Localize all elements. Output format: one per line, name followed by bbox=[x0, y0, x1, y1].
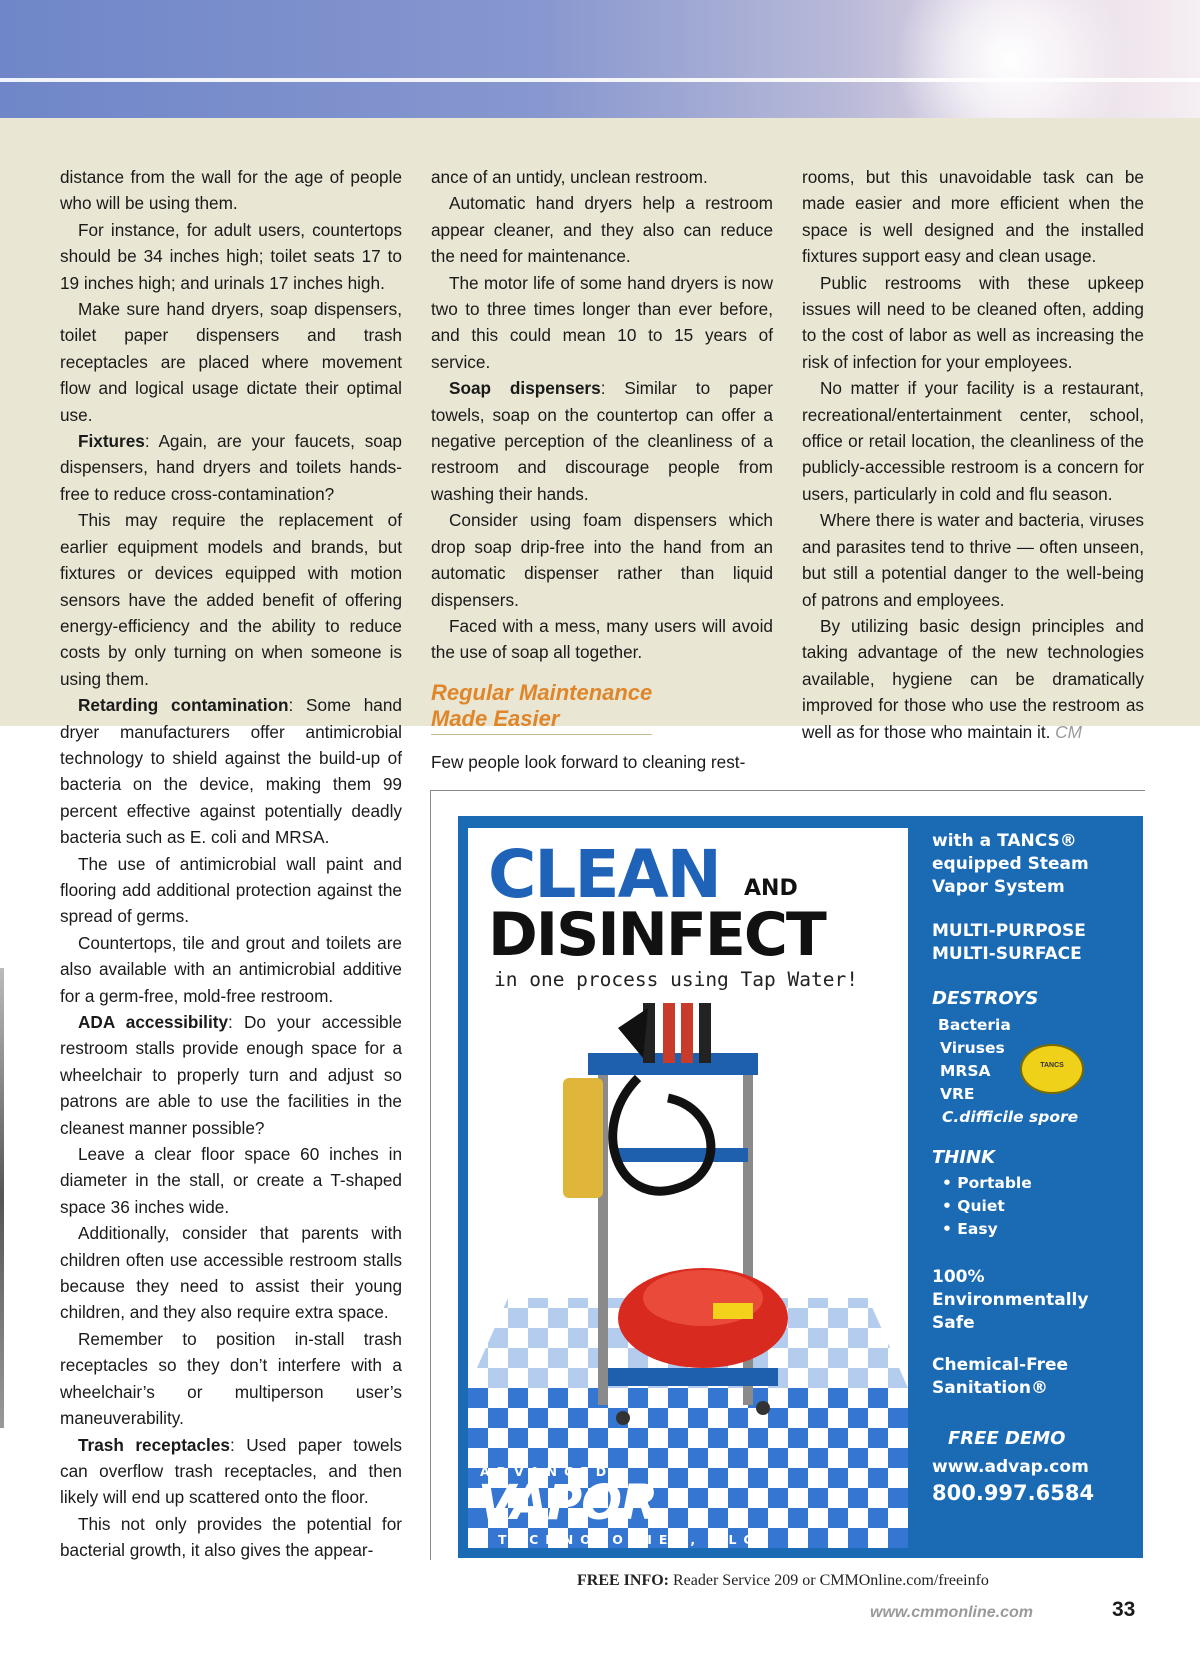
ad-brand-logo: VAPOR bbox=[478, 1475, 657, 1531]
paragraph: Leave a clear floor space 60 inches in diameter in the stall, or create a T-shaped space 36 inches wide. bbox=[60, 1144, 402, 1217]
tancs-seal-icon bbox=[1020, 1044, 1084, 1094]
free-info-text: Reader Service 209 or CMMOnline.com/freeinfo bbox=[669, 1572, 989, 1589]
free-info-label: FREE INFO: bbox=[577, 1572, 669, 1589]
paragraph: Automatic hand dryers help a restroom appear cleaner, and they also can reduce the need for maintenance. bbox=[431, 193, 773, 267]
paragraph: Few people look forward to cleaning rest- bbox=[431, 751, 746, 772]
ad-env-line-3: Safe bbox=[932, 1313, 975, 1333]
ad-free-demo: FREE DEMO bbox=[948, 1428, 1066, 1449]
ad-think-item: • Portable bbox=[942, 1174, 1032, 1192]
paragraph: Public restrooms with these upkeep issues will need to be cleaned often, adding to the cost of labor as well as increasing the risk of infection for your employees. bbox=[802, 272, 1144, 372]
paragraph: Fixtures: Again, are your faucets, soap dispensers, hand dryers and toilets hands-free to reduce cross-contamination? bbox=[60, 431, 402, 504]
article-column-3 bbox=[802, 164, 1144, 745]
ad-headline-clean: CLEAN bbox=[488, 836, 720, 913]
paragraph-lead: Soap dispensers bbox=[449, 378, 601, 399]
steam-cart-illustration bbox=[468, 828, 908, 1548]
paragraph-lead: Fixtures bbox=[78, 431, 145, 452]
paragraph-lead: Trash receptacles bbox=[78, 1434, 230, 1455]
advertisement[interactable] bbox=[458, 816, 1143, 1558]
banner-glow bbox=[880, 0, 1140, 118]
paragraph: distance from the wall for the age of people who will be using them. bbox=[60, 167, 402, 214]
tancs-seal-label: TANCS bbox=[1040, 1062, 1064, 1069]
ad-headline-and: AND bbox=[744, 876, 798, 901]
paragraph: Soap dispensers: Similar to paper towels, soap on the countertop can offer a negative perception of the cleanliness of a restroom and discourage people from washing their hands. bbox=[431, 378, 773, 504]
ad-tancs-line-3: Vapor System bbox=[932, 877, 1065, 897]
paragraph: This may require the replacement of earlier equipment models and brands, but fixtures or devices equipped with motion sensors have the added benefit of offering energy-efficiency and the ability to reduce costs by only turning on when someone is using them. bbox=[60, 510, 402, 689]
paragraph: Faced with a mess, many users will avoid the use of soap all together. bbox=[431, 615, 773, 663]
article-column-1 bbox=[60, 164, 402, 1564]
edge-photo-strip bbox=[0, 968, 4, 1428]
page-number: 33 bbox=[1112, 1598, 1136, 1621]
ad-phone[interactable]: 800.997.6584 bbox=[932, 1481, 1095, 1505]
paragraph: By utilizing basic design principles and taking advantage of the new technologies available, hygiene can be dramatically improved for those who use the restroom as well as for those who maintain it. CM bbox=[802, 615, 1144, 742]
paragraph: Remember to position in-stall trash receptacles so they don’t interfere with a wheelchair’s or multiperson user’s maneuverability. bbox=[60, 1328, 402, 1429]
ad-multi-purpose: MULTI-PURPOSE bbox=[932, 921, 1086, 941]
paragraph: Additionally, consider that parents with children often use accessible restroom stalls because they need to assist their young children, and they also require extra space. bbox=[60, 1223, 402, 1323]
paragraph: Retarding contamination: Some hand dryer manufacturers offer antimicrobial technology to shield against the build-up of bacteria on the device, making them 99 percent effective against potentially deadly bacteria such as E. coli and MRSA. bbox=[60, 695, 402, 848]
paragraph: Where there is water and bacteria, viruses and parasites tend to thrive — often unseen, but still a potential danger to the well-being of patrons and employees. bbox=[802, 510, 1144, 610]
ad-destroy-item: VRE bbox=[940, 1085, 975, 1103]
paragraph: ADA accessibility: Do your accessible restroom stalls provide enough space for a wheelchair to properly turn and adjust so patrons are able to use the facilities in the cleanest manner possible? bbox=[60, 1012, 402, 1138]
ad-tagline: in one process using Tap Water! bbox=[494, 968, 858, 991]
header-banner bbox=[0, 0, 1200, 118]
paragraph: rooms, but this unavoidable task can be made easier and more efficient when the space is well designed and the installed fixtures support easy and clean usage. bbox=[802, 167, 1144, 267]
paragraph: Trash receptacles: Used paper towels can overflow trash receptacles, and then likely will end up scattered onto the floor. bbox=[60, 1434, 402, 1508]
ad-tancs-line-2: equipped Steam bbox=[932, 854, 1089, 874]
ad-destroys-heading: DESTROYS bbox=[932, 988, 1039, 1009]
paragraph: For instance, for adult users, countertops should be 34 inches high; toilet seats 17 to 19 inches high; and urinals 17 inches high. bbox=[60, 219, 402, 293]
footer-website: www.cmmonline.com bbox=[870, 1604, 1033, 1621]
paragraph: The motor life of some hand dryers is now two to three times longer than ever before, and this could mean 10 to 15 years of service. bbox=[431, 272, 773, 372]
ad-product-image bbox=[468, 828, 908, 1548]
paragraph-lead: ADA accessibility bbox=[78, 1012, 229, 1032]
ad-website[interactable]: www.advap.com bbox=[932, 1457, 1089, 1477]
paragraph-lead: Retarding contamination bbox=[78, 695, 289, 716]
ad-env-line-1: 100% bbox=[932, 1267, 985, 1287]
end-mark: CM bbox=[1050, 721, 1082, 742]
ad-think-item: • Quiet bbox=[942, 1197, 1005, 1215]
paragraph: Consider using foam dispensers which drop soap drip-free into the hand from an automatic dispenser rather than liquid dispensers. bbox=[431, 510, 773, 610]
ad-destroy-item: Bacteria bbox=[938, 1016, 1011, 1034]
paragraph: ance of an untidy, unclean restroom. bbox=[431, 167, 708, 187]
paragraph: Make sure hand dryers, soap dispensers, toilet paper dispensers and trash receptacles are placed where movement flow and logical usage dictate their optimal use. bbox=[60, 299, 402, 425]
paragraph: The use of antimicrobial wall paint and flooring add additional protection against the spread of germs. bbox=[60, 853, 402, 927]
ad-brand-bottom: TECHNOLOGIES, LLC bbox=[498, 1532, 760, 1547]
ad-destroy-item: MRSA bbox=[940, 1062, 991, 1080]
ad-tancs-line-1: with a TANCS® bbox=[932, 831, 1077, 851]
free-info-line bbox=[577, 1572, 989, 1590]
ad-env-line-2: Environmentally bbox=[932, 1290, 1089, 1310]
ad-rule-vertical bbox=[430, 790, 431, 1560]
ad-think-item: • Easy bbox=[942, 1220, 998, 1238]
ad-chem-line-1: Chemical-Free bbox=[932, 1355, 1069, 1375]
paragraph: Countertops, tile and grout and toilets are also available with an antimicrobial additive for a germ-free, mold-free restroom. bbox=[60, 932, 402, 1006]
ad-brand-top: ADVANCED bbox=[480, 1464, 614, 1479]
section-subheading: Regular Maintenance Made Easier bbox=[431, 680, 652, 735]
banner-line bbox=[0, 78, 1200, 82]
ad-think-heading: THINK bbox=[932, 1147, 996, 1168]
paragraph: This not only provides the potential for bacterial growth, it also gives the appear- bbox=[60, 1513, 402, 1561]
paragraph: No matter if your facility is a restaurant, recreational/entertainment center, school, office or retail location, the cleanliness of the publicly-accessible restroom is a concern for users, particularly in cold and flu season. bbox=[802, 378, 1144, 504]
ad-destroy-item: Viruses bbox=[940, 1039, 1005, 1057]
ad-chem-line-2: Sanitation® bbox=[932, 1378, 1048, 1398]
ad-destroy-item: C.difficile spore bbox=[942, 1108, 1079, 1126]
ad-headline-disinfect: DISINFECT bbox=[488, 900, 825, 970]
article-column-2 bbox=[431, 164, 773, 775]
ad-rule-horizontal bbox=[430, 790, 1145, 791]
ad-multi-surface: MULTI-SURFACE bbox=[932, 944, 1082, 964]
